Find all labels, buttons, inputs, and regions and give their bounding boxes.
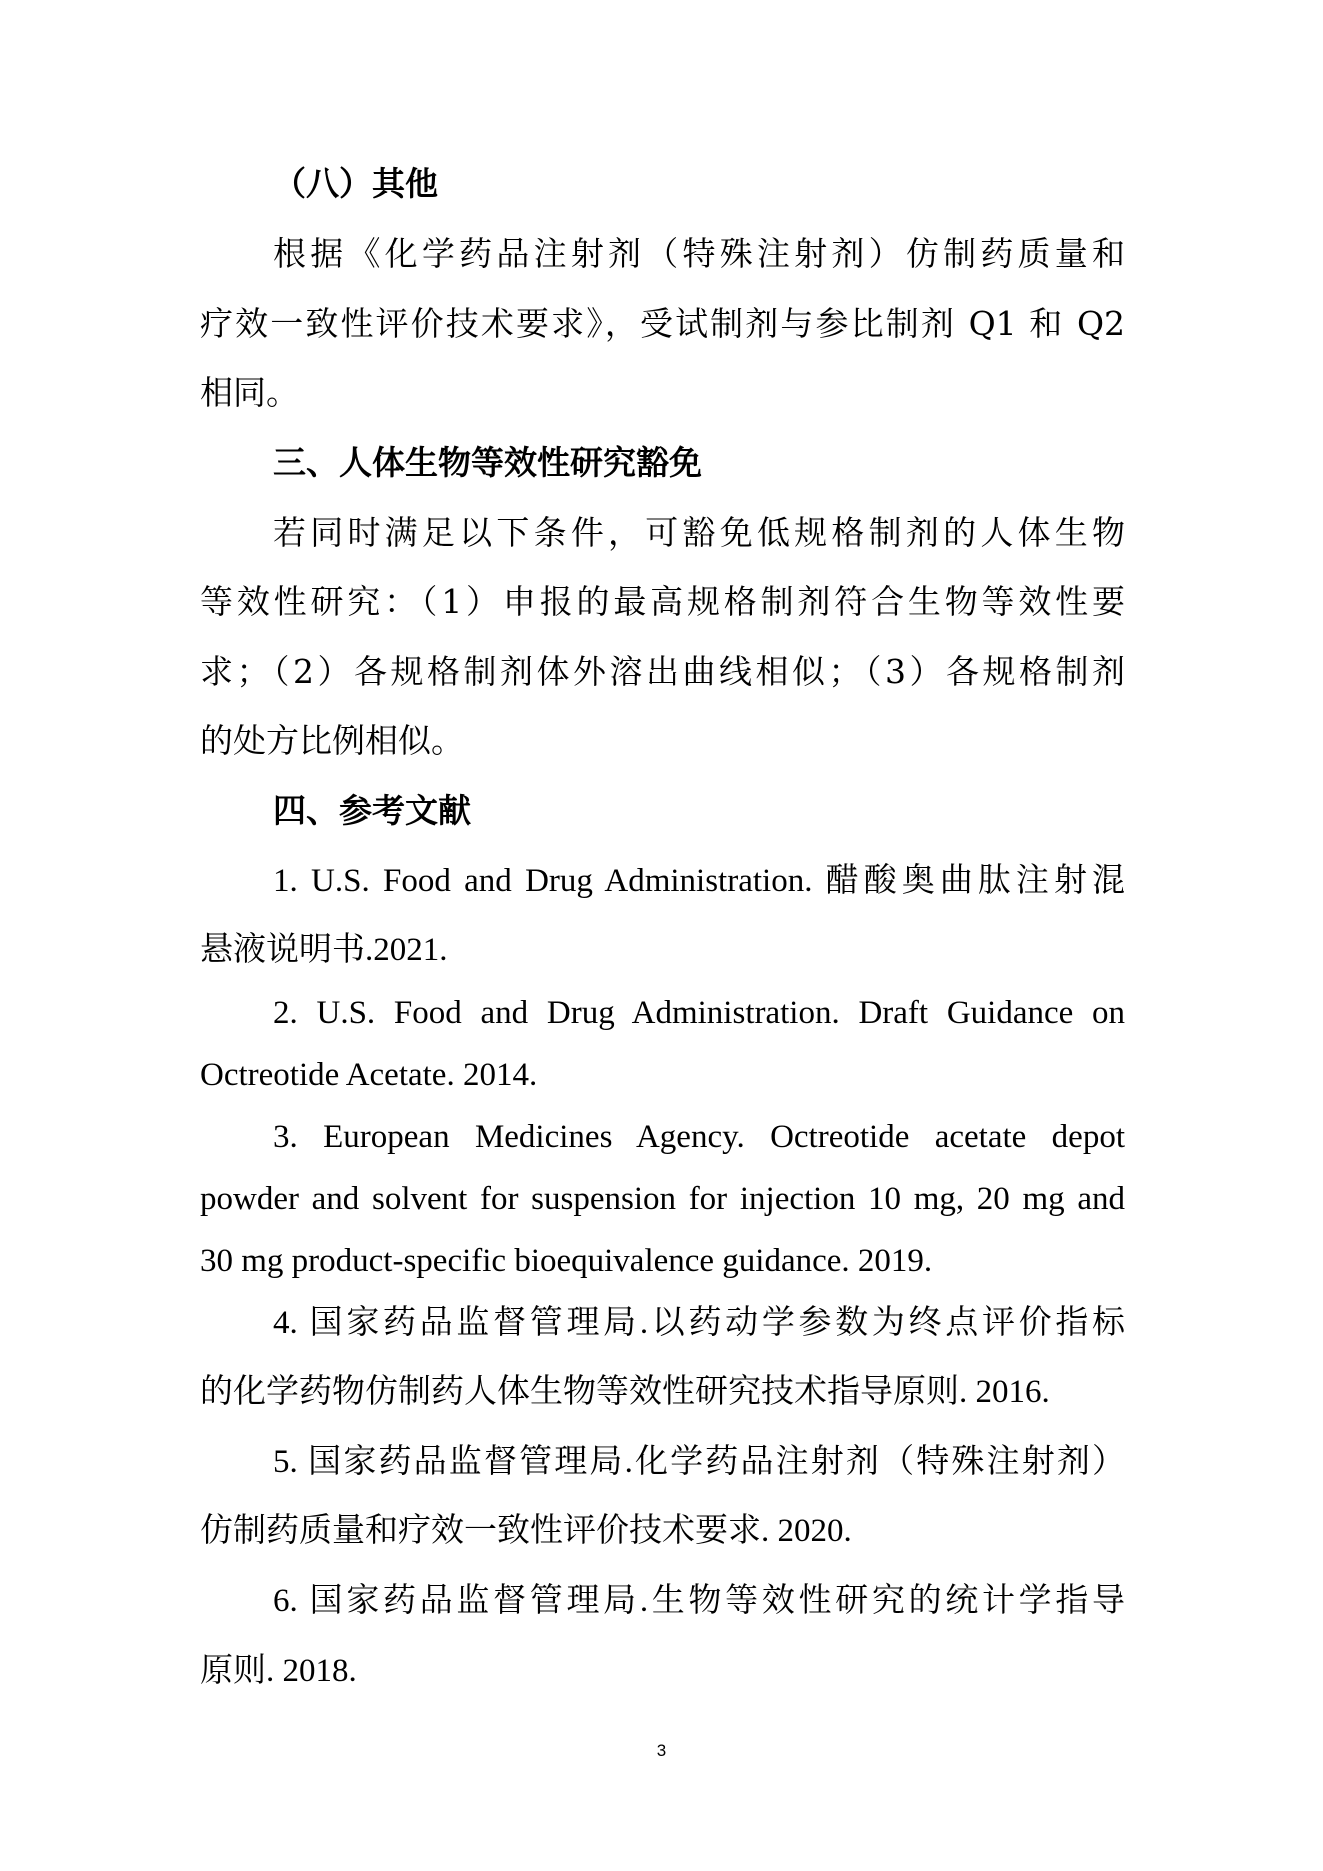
paragraph-line: 根据《化学药品注射剂（特殊注射剂）仿制药质量和 <box>273 234 1125 273</box>
reference-line: 的化学药物仿制药人体生物等效性研究技术指导原则. 2016. <box>200 1374 1050 1410</box>
reference-line: 5. 国家药品监督管理局.化学药品注射剂（特殊注射剂） <box>273 1444 1125 1480</box>
reference-line: 1. U.S. Food and Drug Administration. 醋酸奥曲肽注射混 <box>273 863 1125 899</box>
paragraph-line: 若同时满足以下条件，可豁免低规格制剂的人体生物 <box>273 513 1125 552</box>
paragraph-line: 求；（2）各规格制剂体外溶出曲线相似；（3）各规格制剂 <box>200 652 1125 691</box>
reference-line: 4. 国家药品监督管理局.以药动学参数为终点评价指标 <box>273 1305 1125 1341</box>
reference-line: 3. European Medicines Agency. Octreotide acetate depot <box>273 1119 1125 1155</box>
paragraph-line: 相同。 <box>200 373 299 412</box>
paragraph-line: 等效性研究：（1）申报的最高规格制剂符合生物等效性要 <box>200 582 1125 621</box>
paragraph-line: 的处方比例相似。 <box>200 721 464 760</box>
reference-line: Octreotide Acetate. 2014. <box>200 1057 538 1093</box>
section-heading-references: 四、参考文献 <box>273 791 471 830</box>
section-heading-bioequivalence-waiver: 三、人体生物等效性研究豁免 <box>273 443 702 482</box>
reference-line: 仿制药质量和疗效一致性评价技术要求. 2020. <box>200 1513 852 1549</box>
paragraph-line: 疗效一致性评价技术要求》，受试制剂与参比制剂 Q1 和 Q2 <box>200 304 1125 343</box>
reference-line: 悬液说明书.2021. <box>200 932 448 968</box>
reference-line: 30 mg product-specific bioequivalence guidance. 2019. <box>200 1243 933 1279</box>
reference-line: 原则. 2018. <box>200 1653 357 1689</box>
reference-line: powder and solvent for suspension for injection 10 mg, 20 mg and <box>200 1181 1125 1217</box>
section-heading-other: （八）其他 <box>273 164 438 203</box>
reference-line: 6. 国家药品监督管理局.生物等效性研究的统计学指导 <box>273 1583 1125 1619</box>
reference-line: 2. U.S. Food and Drug Administration. Draft Guidance on <box>273 995 1125 1031</box>
page-number: 3 <box>656 1741 667 1760</box>
